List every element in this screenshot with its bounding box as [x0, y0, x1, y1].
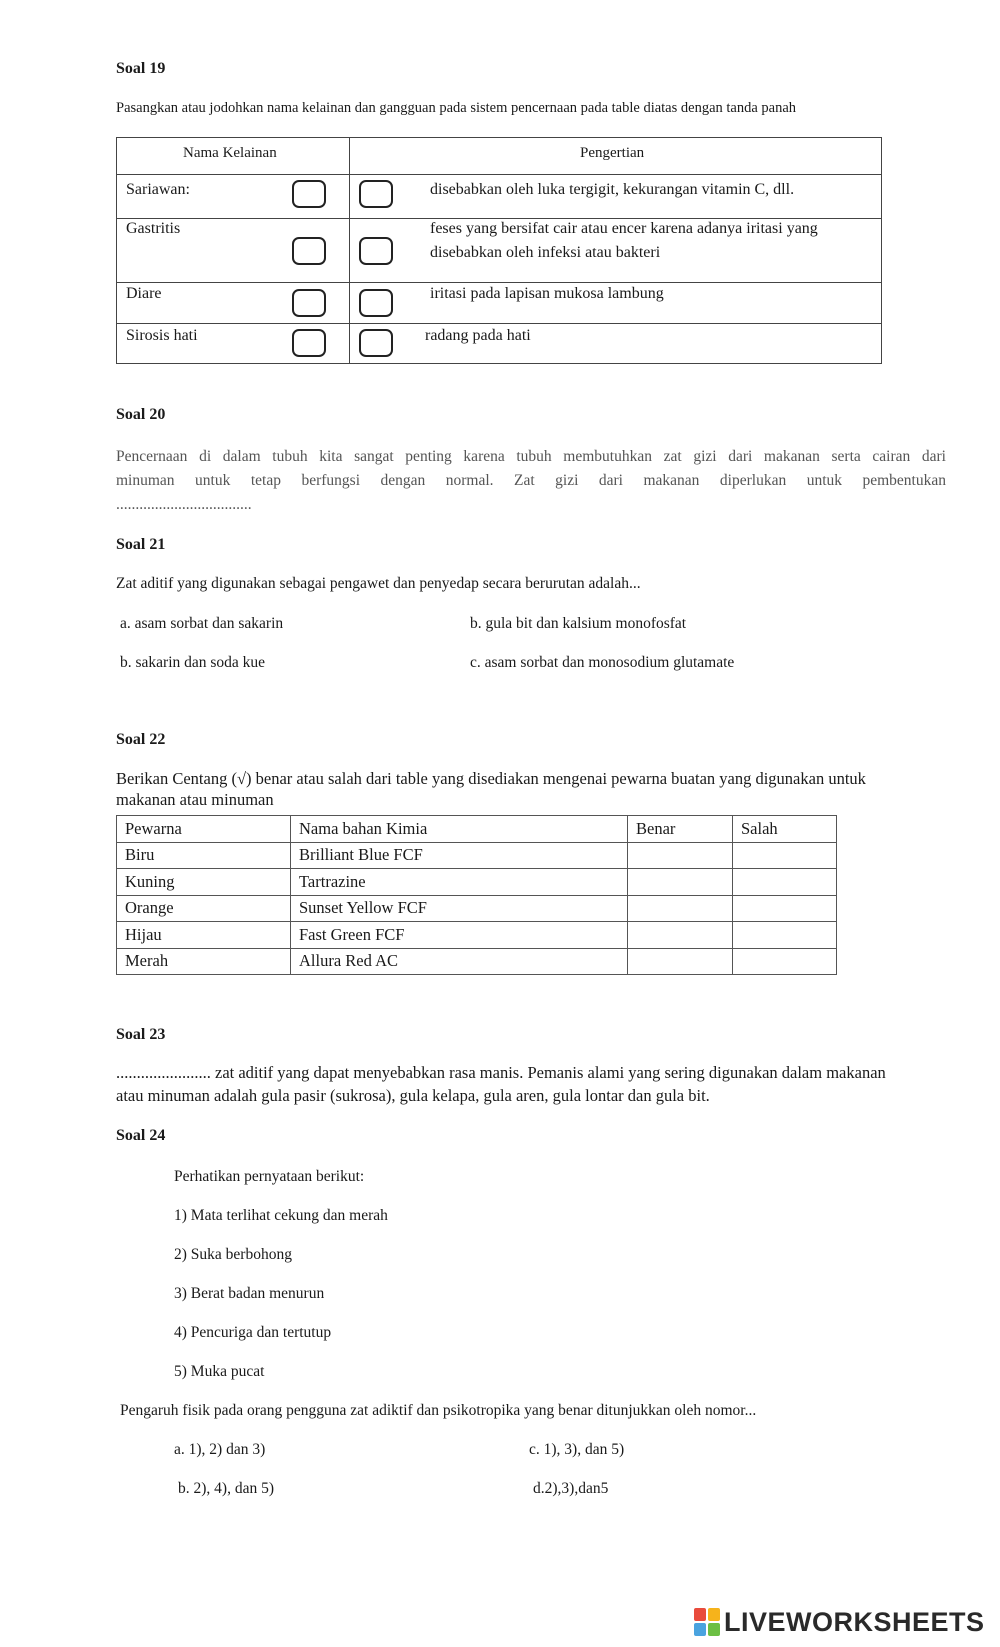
pewarna-table	[116, 815, 837, 975]
benar-checkbox[interactable]	[628, 895, 733, 922]
soal24-statement-2: 2) Suka berbohong	[174, 1246, 292, 1263]
pewarna-cell: Kuning	[117, 869, 291, 896]
soal20-heading: Soal 20	[116, 406, 166, 423]
benar-checkbox[interactable]	[628, 922, 733, 949]
definition-4: radang pada hati	[425, 327, 531, 344]
benar-checkbox[interactable]	[628, 842, 733, 869]
soal22-instruction-line1: Berikan Centang (√) benar atau salah dari table yang disediakan mengenai pewarna buatan yang digunakan untuk	[116, 769, 866, 788]
table-row	[117, 895, 837, 922]
soal21-option-1[interactable]: a. asam sorbat dan sakarin	[120, 615, 284, 632]
definition-2-line1: feses yang bersifat cair atau encer karena adanya iritasi yang	[430, 220, 818, 237]
soal24-option-b[interactable]: b. 2), 4), dan 5)	[178, 1480, 274, 1497]
table-header-row	[117, 816, 837, 843]
match-box-right-3[interactable]	[359, 289, 393, 317]
soal20-line2: minuman untuk tetap berfungsi dengan normal. Zat gizi dari makanan diperlukan untuk pembentukan	[116, 472, 946, 489]
salah-checkbox[interactable]	[733, 895, 837, 922]
table-row	[117, 948, 837, 975]
table-row	[117, 922, 837, 949]
soal21-heading: Soal 21	[116, 536, 166, 553]
soal21-option-3[interactable]: b. sakarin dan soda kue	[120, 654, 266, 671]
definition-2-line2: disebabkan oleh infeksi atau bakteri	[430, 244, 661, 261]
soal24-question: Pengaruh fisik pada orang pengguna zat adiktif dan psikotropika yang benar ditunjukkan oleh nomor...	[120, 1402, 757, 1419]
match-box-left-4[interactable]	[292, 329, 326, 357]
liveworksheets-logo	[694, 1606, 985, 1638]
header-nama-bahan-kimia: Nama bahan Kimia	[291, 816, 628, 843]
bahan-cell: Tartrazine	[291, 869, 628, 896]
bahan-cell: Brilliant Blue FCF	[291, 842, 628, 869]
name-diare: Diare	[126, 285, 162, 302]
soal24-intro: Perhatikan pernyataan berikut:	[174, 1168, 365, 1185]
name-sirosis-hati: Sirosis hati	[126, 327, 198, 344]
soal19-instruction: Pasangkan atau jodohkan nama kelainan dan gangguan pada sistem pencernaan pada table diatas dengan tanda panah	[116, 100, 797, 116]
soal24-heading: Soal 24	[116, 1127, 166, 1144]
match-box-right-2[interactable]	[359, 237, 393, 265]
benar-checkbox[interactable]	[628, 948, 733, 975]
match-box-right-1[interactable]	[359, 180, 393, 208]
definition-1: disebabkan oleh luka tergigit, kekurangan vitamin C, dll.	[430, 181, 795, 198]
soal22-instruction-line2: makanan atau minuman	[116, 790, 274, 809]
soal23-line1: ....................... zat aditif yang dapat menyebabkan rasa manis. Pemanis alami yang sering digunakan dalam makanan	[116, 1063, 886, 1082]
salah-checkbox[interactable]	[733, 842, 837, 869]
name-sariawan: Sariawan:	[126, 181, 190, 198]
soal24-option-a[interactable]: a. 1), 2) dan 3)	[174, 1441, 266, 1458]
pewarna-cell: Biru	[117, 842, 291, 869]
soal22-heading: Soal 22	[116, 731, 166, 748]
soal21-option-4[interactable]: c. asam sorbat dan monosodium glutamate	[470, 654, 735, 671]
soal21-question: Zat aditif yang digunakan sebagai pengawet dan penyedap secara berurutan adalah...	[116, 575, 641, 592]
soal24-statement-1: 1) Mata terlihat cekung dan merah	[174, 1207, 388, 1224]
soal21-option-2[interactable]: b. gula bit dan kalsium monofosfat	[470, 615, 687, 632]
salah-checkbox[interactable]	[733, 869, 837, 896]
bahan-cell: Sunset Yellow FCF	[291, 895, 628, 922]
soal23-heading: Soal 23	[116, 1026, 166, 1043]
liveworksheets-logo-text: LIVEWORKSHEETS	[724, 1606, 985, 1637]
table-row	[117, 842, 837, 869]
match-box-left-3[interactable]	[292, 289, 326, 317]
header-benar: Benar	[628, 816, 733, 843]
col-header-pengertian: Pengertian	[580, 145, 645, 161]
pewarna-cell: Orange	[117, 895, 291, 922]
pewarna-cell: Merah	[117, 948, 291, 975]
pewarna-cell: Hijau	[117, 922, 291, 949]
soal23-line2: atau minuman adalah gula pasir (sukrosa), gula kelapa, gula aren, gula lontar dan gula bit.	[116, 1086, 710, 1105]
match-box-left-1[interactable]	[292, 180, 326, 208]
soal24-option-d[interactable]: d.2),3),dan5	[533, 1480, 609, 1497]
definition-3: iritasi pada lapisan mukosa lambung	[430, 285, 664, 302]
name-gastritis: Gastritis	[126, 220, 181, 237]
soal24-statement-4: 4) Pencuriga dan tertutup	[174, 1324, 332, 1341]
soal24-statement-5: 5) Muka pucat	[174, 1363, 265, 1380]
salah-checkbox[interactable]	[733, 948, 837, 975]
match-box-right-4[interactable]	[359, 329, 393, 357]
soal24-statement-3: 3) Berat badan menurun	[174, 1285, 325, 1302]
header-salah: Salah	[733, 816, 837, 843]
col-header-nama-kelainan: Nama Kelainan	[183, 145, 277, 161]
header-pewarna: Pewarna	[117, 816, 291, 843]
soal24-option-c[interactable]: c. 1), 3), dan 5)	[529, 1441, 625, 1458]
salah-checkbox[interactable]	[733, 922, 837, 949]
table-row	[117, 869, 837, 896]
bahan-cell: Fast Green FCF	[291, 922, 628, 949]
match-box-left-2[interactable]	[292, 237, 326, 265]
soal20-blank: ...................................	[116, 496, 252, 513]
liveworksheets-logo-icon	[694, 1608, 720, 1636]
soal20-line1: Pencernaan di dalam tubuh kita sangat penting karena tubuh membutuhkan zat gizi dari makanan serta cairan dari	[116, 448, 946, 465]
benar-checkbox[interactable]	[628, 869, 733, 896]
matching-table	[116, 137, 882, 364]
bahan-cell: Allura Red AC	[291, 948, 628, 975]
soal19-heading: Soal 19	[116, 60, 166, 77]
